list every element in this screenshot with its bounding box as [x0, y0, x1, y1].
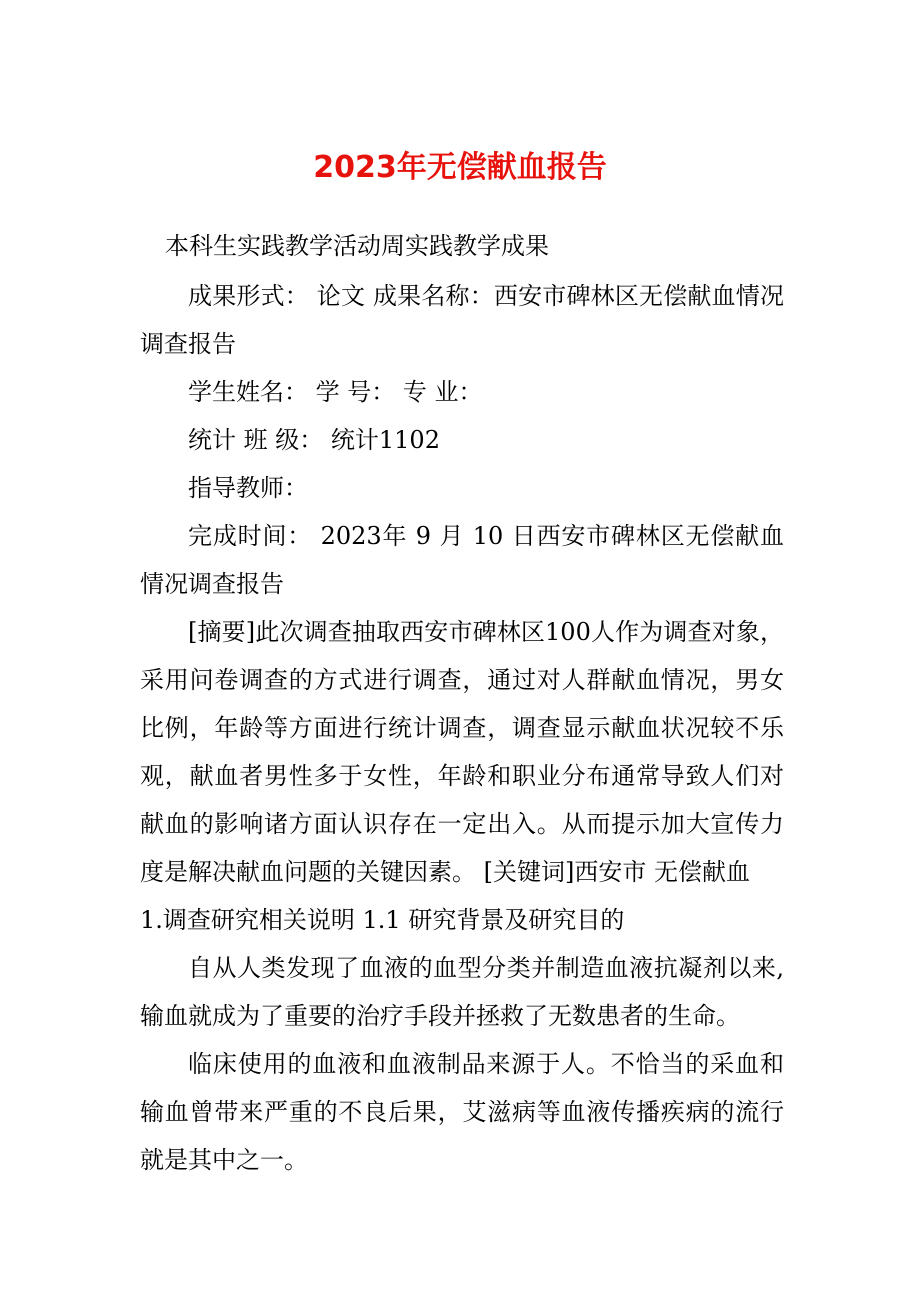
class-info-text: 统计 班 级： 统计1102: [188, 426, 440, 454]
result-form-text: 成果形式： 论文 成果名称：西安市碑林区无偿献血情况调查报告: [140, 282, 784, 358]
student-info-text: 学生姓名： 学 号： 专 业：: [188, 378, 483, 406]
subtitle-text: 本科生实践教学活动周实践教学成果: [165, 232, 549, 260]
advisor-text: 指导教师：: [188, 474, 308, 502]
body-paragraph-1: 自从人类发现了血液的血型分类并制造血液抗凝剂以来,输血就成为了重要的治疗手段并拯救了无数患者的生命。: [140, 954, 784, 1030]
document-title: 2023年无偿献血报告: [313, 150, 607, 185]
abstract-paragraph: [摘要]此次调查抽取西安市碑林区100人作为调查对象，采用问卷调查的方式进行调查，通过对人群献血情况，男女比例，年龄等方面进行统计调查，调查显示献血状况较不乐观，献血者男性多于女性，年龄和职业分布通常导致人们对献血的影响诸方面认识存在一定出入。从而提示加大宣传力度是解决献血问题的关键因素。 [关键词]西安市 无偿献血: [140, 618, 784, 886]
body-paragraph-2: 临床使用的血液和血液制品来源于人。不恰当的采血和输血曾带来严重的不良后果，艾滋病等血液传播疾病的流行就是其中之一。: [140, 1050, 784, 1174]
section-heading: 1.调查研究相关说明 1.1 研究背景及研究目的: [140, 906, 625, 934]
completion-text: 完成时间： 2023年 9 月 10 日西安市碑林区无偿献血情况调查报告: [140, 522, 784, 598]
